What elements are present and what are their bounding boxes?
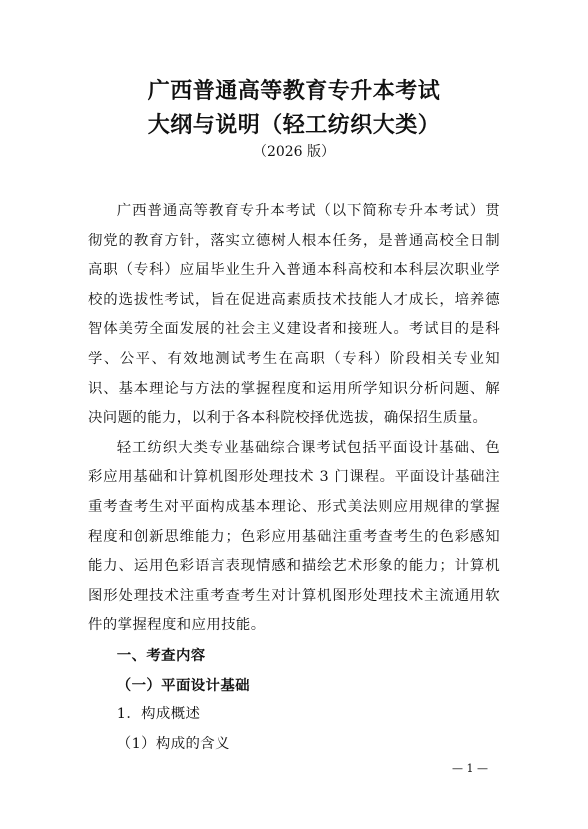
section-heading: 一、考查内容 xyxy=(116,646,206,664)
subsection-heading: （一）平面设计基础 xyxy=(116,676,250,694)
document-body xyxy=(88,197,500,759)
document-title-line-1: 广西普通高等教育专升本考试 xyxy=(147,78,441,104)
intro-paragraph: 广西普通高等教育专升本考试（以下简称专升本考试）贯彻党的教育方针，落实立德树人根本任务，是普通高校全日制高职（专科）应届毕业生升入普通本科高校和本科层次职业学校的选拔性考试，旨在促进高素质技术技能人才成长，培养德智体美劳全面发展的社会主义建设者和接班人。考试目的是科学、公平、有效地测试考生在高职（专科）阶段相关专业知识、基本理论与方法的掌握程度和运用所学知识分析问题、解决问题的能力，以利于各本科院校择优选拔，确保招生质量。 xyxy=(88,203,500,427)
edition-label: （2026 版） xyxy=(252,144,336,160)
subitem-heading: （1）构成的含义 xyxy=(116,735,230,752)
scope-paragraph: 轻工纺织大类专业基础综合课考试包括平面设计基础、色彩应用基础和计算机图形处理技术 3 门课程。平面设计基础注重考查考生对平面构成基本理论、形式美法则应用规律的掌握程度和创新思维能力；色彩应用基础注重考查考生的色彩感知能力、运用色彩语言表现情感和描绘艺术形象的能力；计算机图形处理技术注重考查考生对计算机图形处理技术主流通用软件的掌握程度和应用技能。 xyxy=(88,439,500,634)
document-title-line-2: 大纲与说明（轻工纺织大类） xyxy=(147,112,441,138)
item-heading: 1．构成概述 xyxy=(116,706,201,723)
page-number: — 1 — xyxy=(452,762,488,775)
